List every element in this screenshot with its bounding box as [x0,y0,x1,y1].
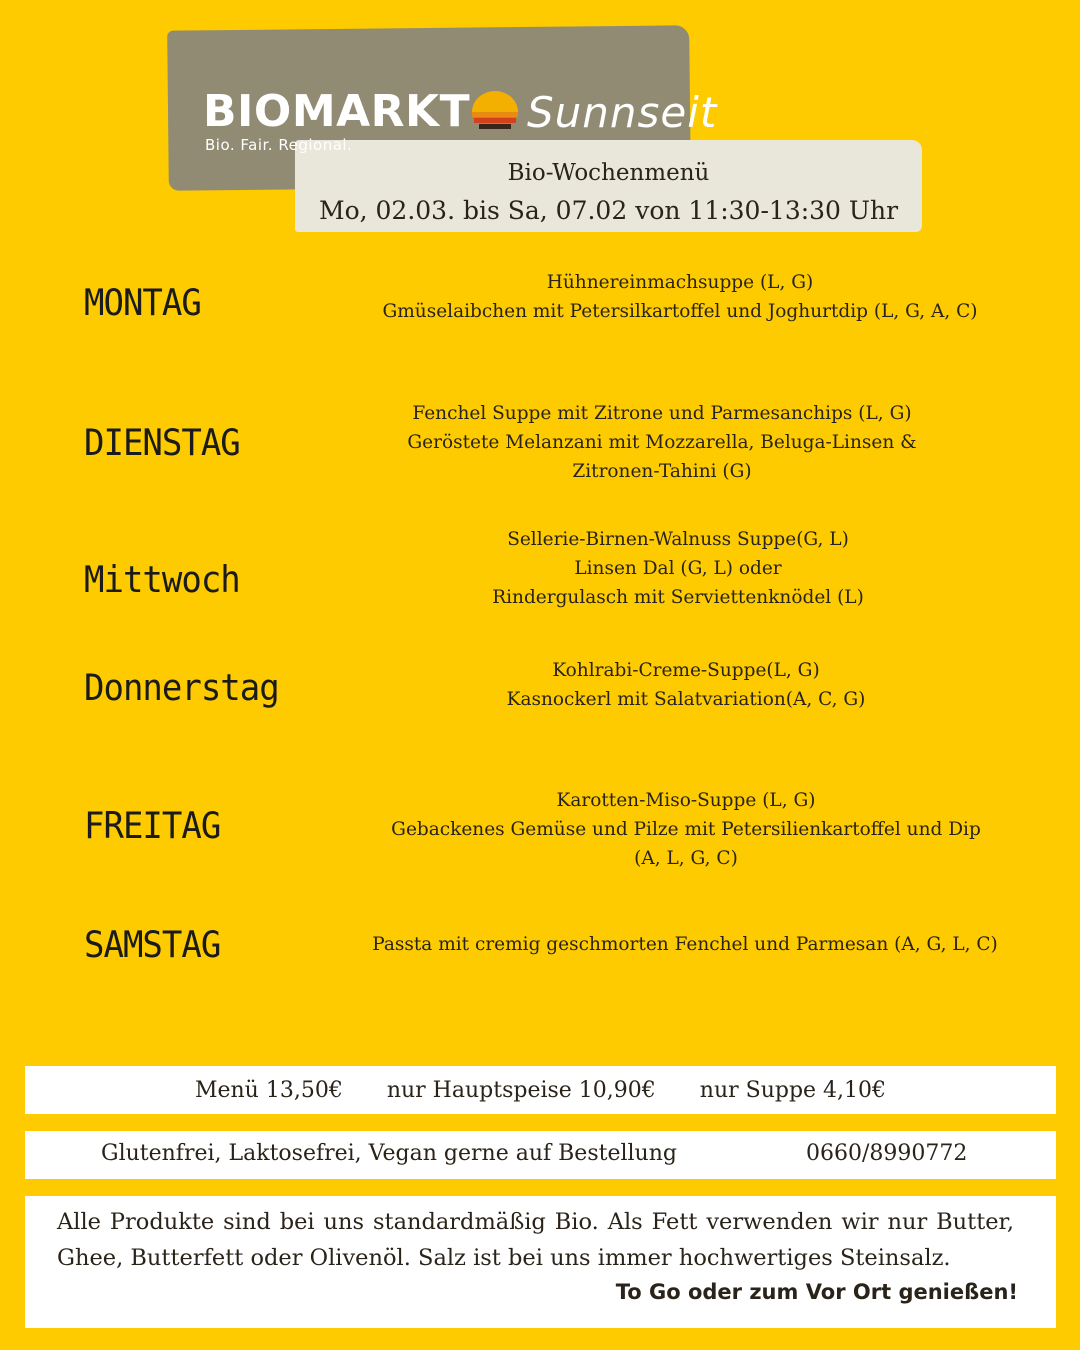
day-label-dienstag: DIENSTAG [84,421,240,465]
page-title: Bio-Wochenmenü [507,160,710,186]
note-box [25,1196,1056,1328]
menu-line: Hühnereinmachsuppe (L, G) [546,272,814,293]
price-menu: Menü 13,50€ [194,1077,343,1103]
phone-number: 0660/8990772 [806,1141,968,1166]
menu-line: Linsen Dal (G, L) oder [574,558,782,579]
date-range: Mo, 02.03. bis Sa, 07.02 von 11:30-13:30 Uhr [318,196,899,225]
day-label-mittwoch: Mittwoch [84,558,240,602]
menu-line: Passta mit cremig geschmorten Fenchel und Parmesan (A, G, L, C) [372,934,998,955]
price-box [25,1066,1056,1114]
menu-montag [320,268,1040,326]
menu-samstag [300,930,1070,959]
sun-logo-icon [470,90,520,132]
menu-line: Fenchel Suppe mit Zitrone und Parmesanchips (L, G) [412,403,912,424]
togo-slogan: To Go oder zum Vor Ort genießen! [615,1280,1018,1304]
menu-mittwoch [340,525,1016,612]
note-text: Alle Produkte sind bei uns standardmäßig Bio. Als Fett verwenden wir nur Butter, Ghee, Butterfett oder Olivenöl. Salz ist bei uns immer hochwertiges Steinsalz. [57,1209,1014,1271]
menu-line: Rindergulasch mit Serviettenknödel (L) [492,587,864,608]
menu-donnerstag [340,656,1032,714]
menu-line: Karotten-Miso-Suppe (L, G) [556,790,816,811]
day-label-donnerstag: Donnerstag [84,666,279,710]
brand-script: Sunnseit [527,88,718,137]
brand-name: BIOMARKT [203,86,471,137]
menu-freitag [320,786,1052,873]
menu-line: (A, L, G, C) [634,848,738,869]
day-label-freitag: FREITAG [84,804,221,848]
diet-info: Glutenfrei, Laktosefrei, Vegan gerne auf Bestellung [101,1141,677,1166]
menu-line: Geröstete Melanzani mit Mozzarella, Beluga-Linsen & [407,432,917,453]
price-soup: nur Suppe 4,10€ [699,1077,887,1103]
price-main: nur Hauptspeise 10,90€ [386,1077,656,1103]
menu-line: Kohlrabi-Creme-Suppe(L, G) [552,660,820,681]
info-box [25,1131,1056,1179]
menu-line: Sellerie-Birnen-Walnuss Suppe(G, L) [507,529,849,550]
brand-tagline: Bio. Fair. Regional. [205,136,353,154]
day-label-montag: MONTAG [84,281,201,325]
menu-line: Gmüselaibchen mit Petersilkartoffel und Joghurtdip (L, G, A, C) [382,301,978,322]
day-label-samstag: SAMSTAG [84,923,221,967]
menu-line: Zitronen-Tahini (G) [572,461,752,482]
menu-line: Kasnockerl mit Salatvariation(A, C, G) [506,689,866,710]
menu-dienstag [320,399,1004,486]
menu-line: Gebackenes Gemüse und Pilze mit Petersilienkartoffel und Dip [391,819,981,840]
